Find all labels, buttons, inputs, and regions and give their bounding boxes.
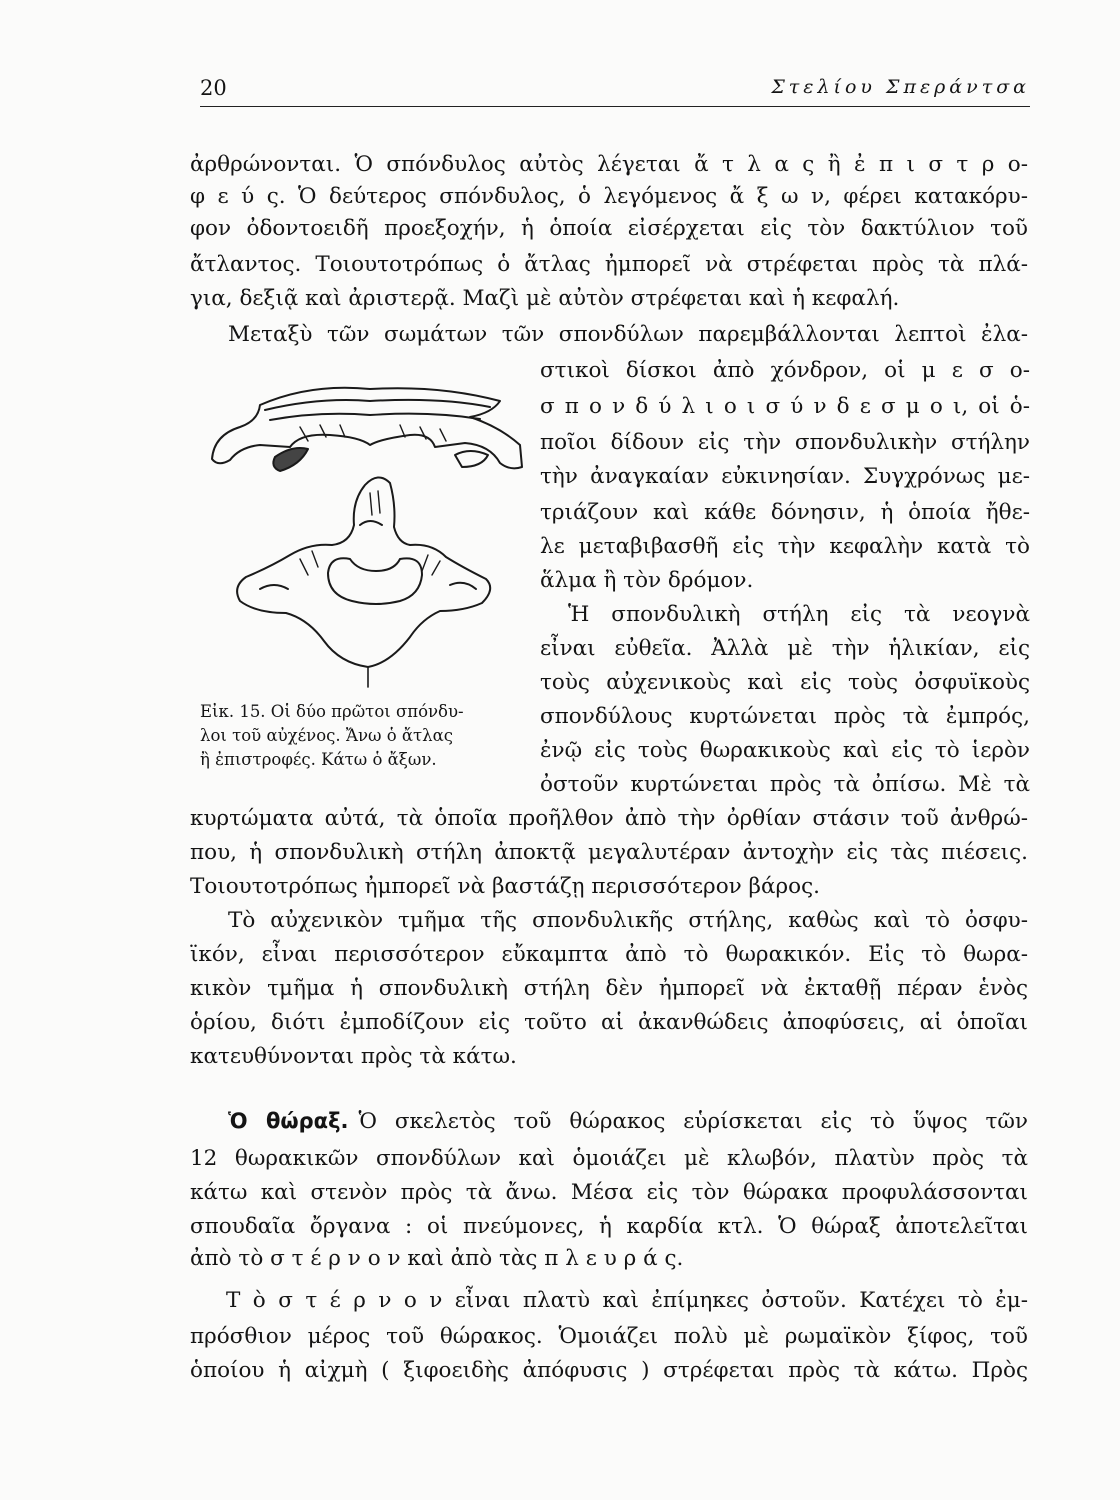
- figure-caption-line: Εἰκ. 15. Οἱ δύο πρῶτοι σπόνδυ-: [200, 702, 464, 721]
- text-line: που, ἡ σπονδυλικὴ στήλη ἀποκτᾷ μεγαλυτέραν ἀντοχὴν εἰς τὰς πιέσεις.: [190, 840, 1028, 865]
- text-line: ἀρθρώνονται. Ὁ σπόνδυλος αὐτὸς λέγεται ἄ τ λ α ς ἢ ἐ π ι σ τ ρ ο-: [190, 152, 1028, 177]
- text-line: κυρτώματα αὐτά, τὰ ὁποῖα προῆλθον ἀπὸ τὴν ὀρθίαν στάσιν τοῦ ἀνθρώ-: [190, 806, 1028, 831]
- text-line: τριάζουν καὶ κάθε δόνησιν, ἡ ὁποία ἤθε-: [540, 500, 1030, 525]
- text-line: ἅλμα ἢ τὸν δρόμον.: [540, 568, 754, 593]
- text-line: Μεταξὺ τῶν σωμάτων τῶν σπονδύλων παρεμβάλλονται λεπτοὶ ἐλα-: [228, 322, 1028, 347]
- text-line: ἄτλαντος. Τοιουτοτρόπως ὁ ἄτλας ἠμπορεῖ νὰ στρέφεται πρὸς τὰ πλά-: [190, 252, 1028, 277]
- text-line: κατευθύνονται πρὸς τὰ κάτω.: [190, 1044, 517, 1069]
- text-line: Τὸ αὐχενικὸν τμῆμα τῆς σπονδυλικῆς στήλης, καθὼς καὶ τὸ ὀσφυ-: [228, 908, 1028, 933]
- text-line: ὁρίου, διότι ἐμποδίζουν εἰς τοῦτο αἱ ἀκανθώδεις ἀποφύσεις, αἱ ὁποῖαι: [190, 1010, 1028, 1035]
- text-line: στικοὶ δίσκοι ἀπὸ χόνδρον, οἱ μ ε σ ο-: [540, 358, 1030, 383]
- text-line: τὴν ἀναγκαίαν εὐκινησίαν. Συγχρόνως με-: [540, 464, 1030, 489]
- text-line: Τοιουτοτρόπως ἠμπορεῖ νὰ βαστάζῃ περισσότερον βάρος.: [190, 874, 820, 899]
- text-fragment: Ὁ σκελετὸς τοῦ θώρακος εὑρίσκεται εἰς τὸ ὕψος τῶν: [358, 1109, 1028, 1134]
- text-line: σπονδύλους κυρτώνεται πρὸς τὰ ἐμπρός,: [540, 704, 1030, 729]
- text-line: εἶναι εὐθεῖα. Ἀλλὰ μὲ τὴν ἡλικίαν, εἰς: [540, 636, 1030, 661]
- text-line: πρόσθιον μέρος τοῦ θώρακος. Ὁμοιάζει πολὺ μὲ ρωμαϊκὸν ξίφος, τοῦ: [190, 1324, 1028, 1349]
- running-head: Στελίου Σπεράντσα: [771, 76, 1030, 98]
- vertebrae-illustration: [200, 375, 535, 695]
- text-line: για, δεξιᾷ καὶ ἀριστερᾷ. Μαζὶ μὲ αὐτὸν στρέφεται καὶ ἡ κεφαλή.: [190, 286, 900, 311]
- text-line: ϊκόν, εἶναι περισσότερον εὔκαμπτα ἀπὸ τὸ θωρακικόν. Εἰς τὸ θωρα-: [190, 942, 1028, 967]
- transverse-left: [260, 585, 288, 589]
- atlas-facet-right: [455, 451, 488, 467]
- text-line: σπουδαῖα ὄργανα : οἱ πνεύμονες, ἡ καρδία κτλ. Ὁ θώραξ ἀποτελεῖται: [190, 1214, 1028, 1239]
- section-first-line: [228, 1106, 1028, 1137]
- dens-base: [360, 521, 382, 525]
- text-line: φον ὀδοντοειδῆ προεξοχήν, ἡ ὁποία εἰσέρχεται εἰς τὸν δακτύλιον τοῦ: [190, 216, 1028, 241]
- atlas-arch-line-2: [270, 414, 480, 420]
- text-line: ποῖοι δίδουν εἰς τὴν σπονδυλικὴν στήλην: [540, 430, 1030, 455]
- text-line: σ π ο ν δ ύ λ ι ο ι σ ύ ν δ ε σ μ ο ι, οἱ ὁ-: [540, 394, 1030, 419]
- figure-caption-line: ἢ ἐπιστροφές. Κάτω ὁ ἄξων.: [200, 750, 437, 769]
- text-line: Ἡ σπονδυλικὴ στήλη εἰς τὰ νεογνὰ: [568, 602, 1030, 627]
- atlas-arch-line: [265, 400, 490, 410]
- text-line: τοὺς αὐχενικοὺς καὶ εἰς τοὺς ὀσφυϊκοὺς: [540, 670, 1030, 695]
- page-number: 20: [200, 76, 227, 100]
- text-line: κικὸν τμῆμα ἡ σπονδυλικὴ στήλη δὲν ἠμπορεῖ νὰ ἐκταθῇ πέραν ἑνὸς: [190, 976, 1028, 1001]
- axis-outline: [237, 477, 490, 667]
- atlas-facet-left: [273, 448, 308, 471]
- text-line: κάτω καὶ στενὸν πρὸς τὰ ἄνω. Μέσα εἰς τὸν θώρακα προφυλάσσονται: [190, 1180, 1028, 1205]
- text-line: ἐνῷ εἰς τοὺς θωρακικοὺς καὶ εἰς τὸ ἱερὸν: [540, 738, 1030, 763]
- section-title: Ὁ θώραξ.: [228, 1109, 349, 1133]
- transverse-right: [450, 583, 476, 589]
- text-line: ὀστοῦν κυρτώνεται πρὸς τὰ ὀπίσω. Μὲ τὰ: [540, 772, 1030, 797]
- text-line: ἀπὸ τὸ σ τ έ ρ ν ο ν καὶ ἀπὸ τὰς π λ ε υ ρ ά ς.: [190, 1246, 684, 1271]
- text-line: Τ ὸ σ τ έ ρ ν ο ν εἶναι πλατὺ καὶ ἐπίμηκες ὀστοῦν. Κατέχει τὸ ἐμ-: [226, 1288, 1028, 1313]
- vertebral-foramen: [328, 558, 422, 604]
- page-header: [200, 72, 1030, 107]
- text-line: λε μεταβιβασθῆ εἰς τὴν κεφαλὴν κατὰ τὸ: [540, 534, 1030, 559]
- figure-caption-line: λοι τοῦ αὐχένος. Ἄνω ὁ ἄτλας: [200, 726, 453, 745]
- text-line: ὁποίου ἡ αἰχμὴ ( ξιφοειδὴς ἀπόφυσις ) στρέφεται πρὸς τὰ κάτω. Πρὸς: [190, 1358, 1028, 1383]
- text-line: φ ε ύ ς. Ὁ δεύτερος σπόνδυλος, ὁ λεγόμενος ἄ ξ ω ν, φέρει κατακόρυ-: [190, 184, 1028, 209]
- text-line: 12 θωρακικῶν σπονδύλων καὶ ὁμοιάζει μὲ κλωβόν, πλατὺν πρὸς τὰ: [190, 1146, 1028, 1171]
